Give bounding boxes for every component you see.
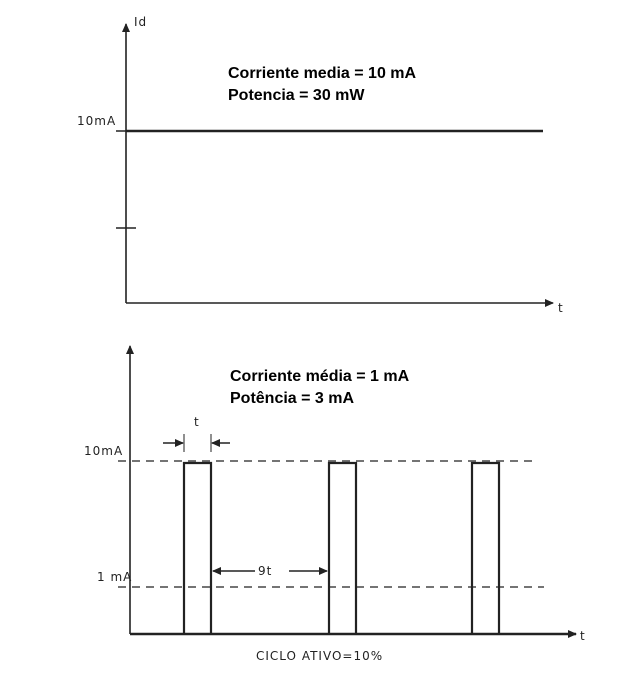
pulse-2 [329,463,356,634]
top-annotation-line2: Potencia = 30 mW [228,87,365,104]
bottom-annotation-line2: Potência = 3 mA [230,390,355,407]
bottom-x-axis-label: t [580,629,586,643]
gap-dimension [213,564,327,578]
bottom-annotation-line1: Corriente média = 1 mA [230,368,410,385]
high-level-label: 10mA [84,444,124,458]
pulse-width-dimension [163,415,230,452]
top-annotation-line1: Corriente media = 10 mA [228,65,417,82]
top-y-axis-label: Id [134,15,148,29]
top-chart [77,15,564,315]
bottom-chart [84,346,586,663]
duty-cycle-caption: CICLO ATIVO=10% [256,649,384,663]
pulse-3 [472,463,499,634]
pulse-width-label: t [194,415,200,429]
pulse-1 [184,463,211,634]
top-level-label: 10mA [77,114,117,128]
gap-label: 9t [258,564,273,578]
low-level-label: 1 mA [97,570,133,584]
top-x-axis-label: t [558,301,564,315]
